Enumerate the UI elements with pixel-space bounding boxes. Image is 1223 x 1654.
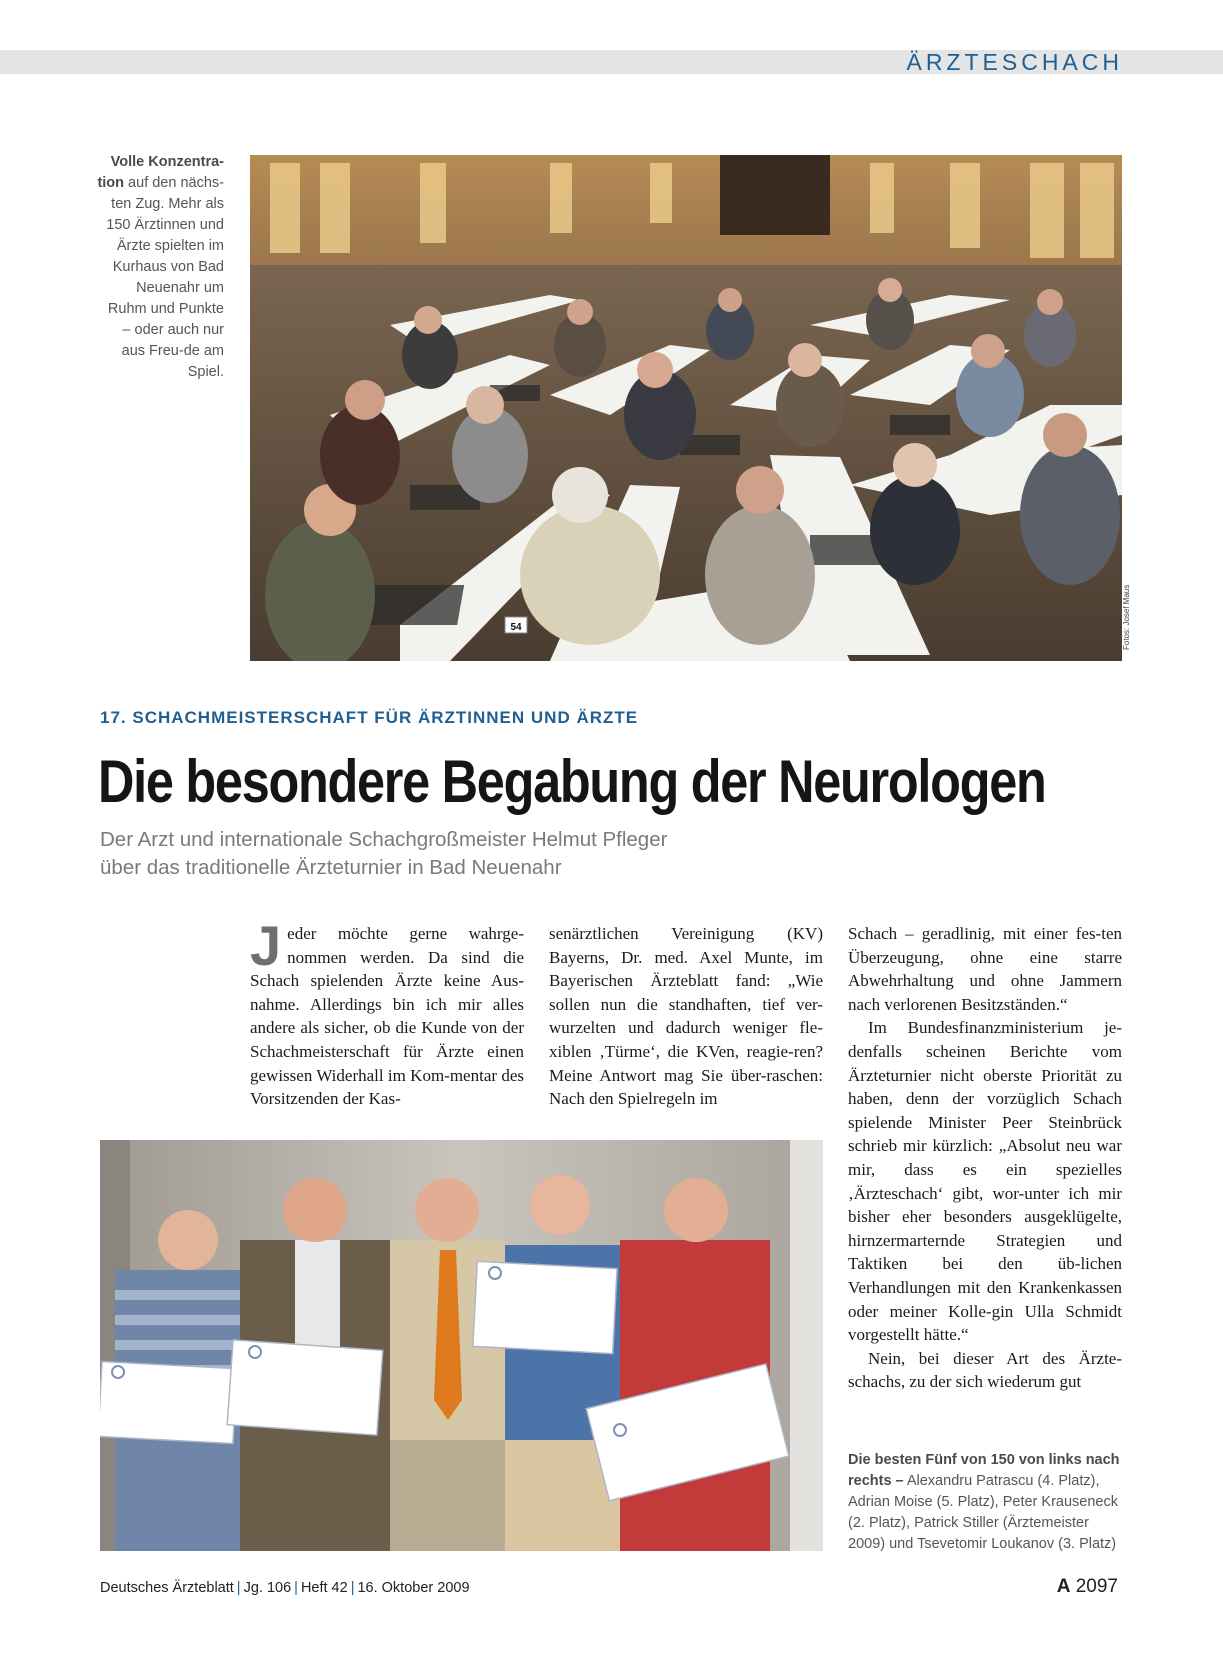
subhead-line-2: über das traditionelle Ärzteturnier in Bad Neuenahr (100, 856, 562, 879)
footer-volume: Jg. 106 (243, 1580, 292, 1596)
drop-cap: J (250, 914, 282, 977)
footer-separator: | (236, 1580, 241, 1596)
column-3-paragraph-3: Nein, bei dieser Art des Ärzte-schachs, zu der sich wiederum gut (848, 1348, 1122, 1392)
section-rubric: ÄRZTESCHACH (906, 49, 1123, 75)
article-column-2 (549, 922, 823, 1111)
footer-date: 16. Oktober 2009 (357, 1580, 470, 1596)
chess-tournament-photo (250, 155, 1122, 661)
footer-separator: | (294, 1580, 298, 1596)
article-column-1 (250, 914, 524, 1111)
footer-citation (100, 1580, 470, 1596)
article-kicker: 17. SCHACHMEISTERSCHAFT FÜR ÄRZTINNEN UND ÄRZTE (100, 708, 639, 727)
footer-journal: Deutsches Ärzteblatt (100, 1580, 234, 1596)
page-number (1057, 1576, 1118, 1598)
column-3-paragraph-2: Im Bundesfinanzministerium je-denfalls scheinen Berichte vom Ärzteturnier nicht oberste Priorität zu haben, denn der vorzüglich Schach spielende Minister Peer Steinbrück schrieb mir kürzlich: „Absolut neu war mir, dass es ein spezielles ‚Ärzteschach‘ gibt, wor-unter ich mir bisher eher besonders ausgeklügelte, hirnzermarternde Strategien und Taktiken bei den üb-lichen Verhandlungen mit den Krankenkassen oder meiner Kolle-gin Ulla Schmidt vorgestellt hätte.“ (848, 1018, 1122, 1345)
winners-group-photo (100, 1140, 823, 1551)
subhead-line-1: Der Arzt und internationale Schachgroßmeister Helmut Pfleger (100, 828, 668, 851)
column-2-text: senärztlichen Vereinigung (KV) Bayerns, Dr. med. Axel Munte, im Bayerischen Ärzteblatt fand: „Wie sollen nun die standhaften, tief ver-wurzelten und dadurch weniger fle-xiblen ‚Türme‘, die KVen, reagie-ren? Meine Antwort mag Sie über-raschen: Nach den Spielregeln im (549, 924, 823, 1109)
article-column-3 (848, 922, 1122, 1394)
photo1-caption-text: auf den nächs-ten Zug. Mehr als 150 Ärztinnen und Ärzte spielten im Kurhaus von Bad Neuenahr um Ruhm und Punkte – oder auch nur aus Freu-de am Spiel. (106, 175, 224, 380)
photo-credit: Fotos: Josef Maus (1122, 584, 1131, 650)
footer-issue: Heft 42 (300, 1580, 348, 1596)
table-number-label: 54 (510, 622, 522, 633)
photo1-caption-bold: Volle Konzentra-tion (97, 154, 224, 191)
photo2-caption-text: Alexandru Patrascu (4. Platz), Adrian Moise (5. Platz), Peter Krauseneck (2. Platz), Patrick Stiller (Ärztemeister 2009) und Tsevetomir Loukanov (3. Platz) (848, 1473, 1118, 1552)
page-prefix: A (1056, 1576, 1071, 1597)
article-subhead (100, 826, 820, 882)
column-1-text: eder möchte gerne wahrge-nommen werden. Da sind die Schach spielenden Ärzte keine Aus-nahme. Allerdings bin ich mir alles andere als sicher, ob die Kunde von der Schachmeisterschaft für Ärzte einen gewissen Widerhall im Kom-mentar des Vorsitzenden der Kas- (250, 924, 524, 1109)
photo1-caption (96, 152, 224, 383)
article-headline: Die besondere Begabung der Neurologen (98, 748, 1046, 815)
column-3-paragraph-1: Schach – geradlinig, mit einer fes-ten Überzeugung, ohne eine starre Abwehrhaltung und ohne Jammern nach verlorenen Besitzständen.“ (848, 924, 1122, 1014)
photo2-caption (848, 1450, 1128, 1555)
page-number-value: 2097 (1075, 1576, 1118, 1597)
footer-separator: | (350, 1580, 355, 1596)
photo2-caption-bold: Die besten Fünf von 150 von links nach rechts – (848, 1452, 1120, 1489)
